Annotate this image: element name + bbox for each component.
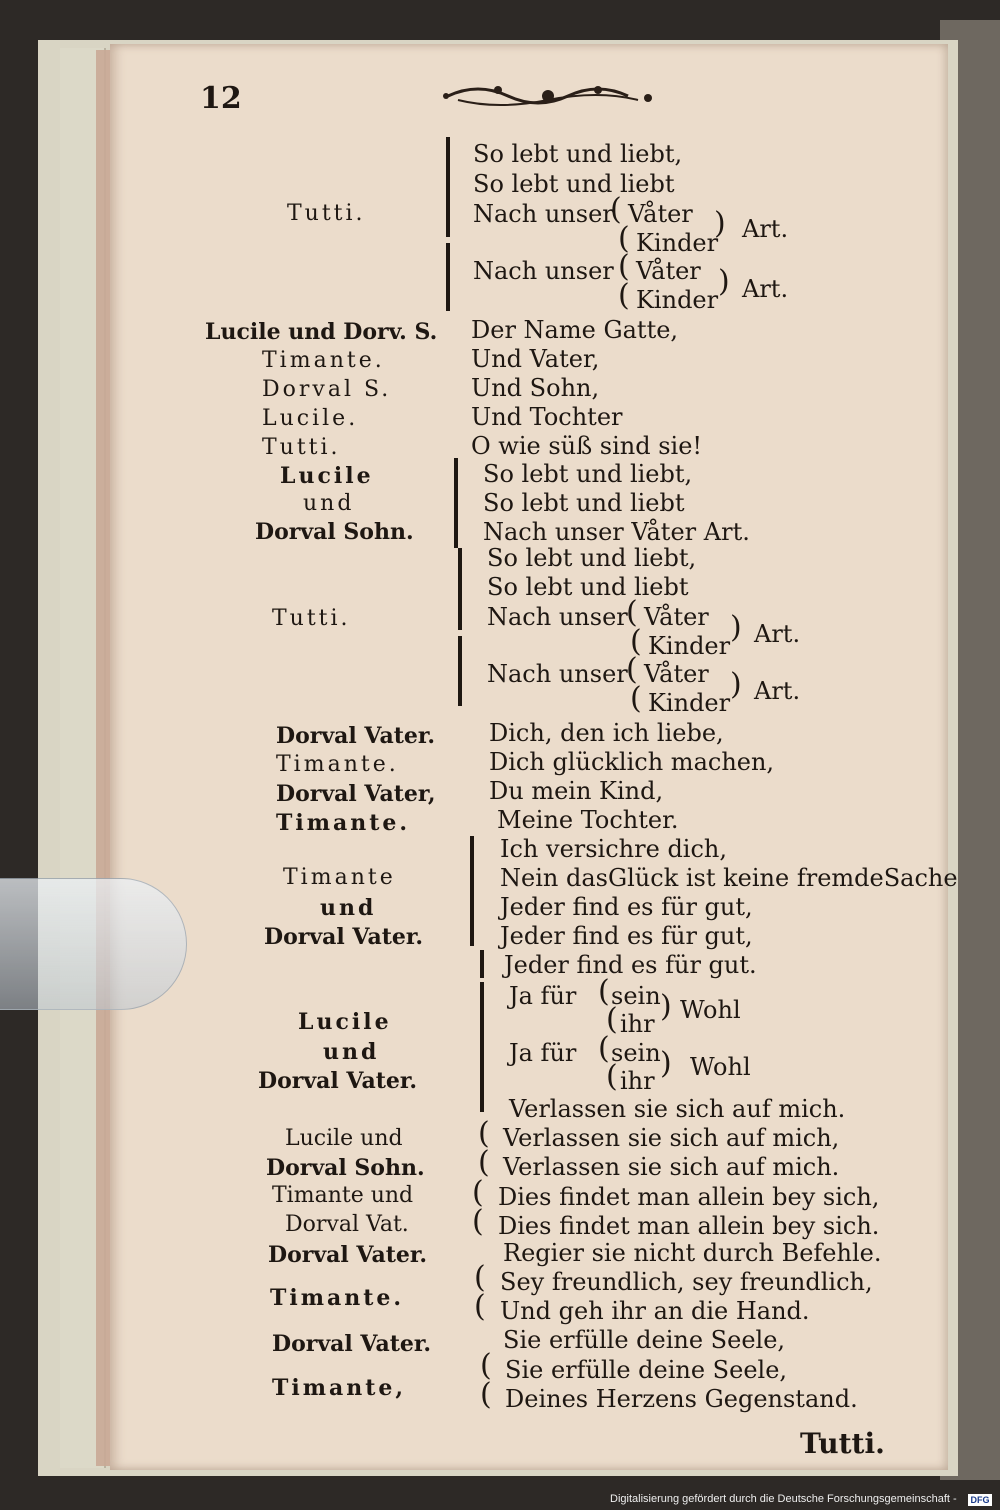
verse-line: Deines Herzens Gegenstand. [505, 1385, 858, 1413]
verse-line: Verlassen sie sich auf mich. [503, 1153, 840, 1181]
paren-open: ( [598, 974, 610, 1009]
speaker: Dorval Vater. [272, 1331, 432, 1357]
speaker-tutti: Tutti. [272, 606, 351, 631]
verse-word: Art. [754, 620, 801, 648]
catchword: Tutti. [800, 1427, 885, 1460]
paren-close: ) [660, 1046, 672, 1081]
brace-bar [446, 243, 450, 311]
brace-bar [480, 982, 484, 1112]
verse-line: Verlassen sie sich auf mich. [509, 1095, 846, 1123]
paren-open: ( [630, 624, 642, 659]
paren-open: ( [474, 1289, 486, 1324]
paren-open: ( [618, 249, 630, 284]
speaker: und [320, 895, 377, 921]
speaker: Lucile und Dorv. S. [205, 319, 438, 345]
paren-open: ( [478, 1116, 490, 1151]
paren-open: ( [618, 278, 630, 313]
speaker: Dorval Vater. [264, 924, 424, 950]
verse-word: sein [611, 1039, 661, 1067]
verse-line: Und geh ihr an die Hand. [500, 1297, 810, 1325]
paren-open: ( [472, 1175, 484, 1210]
speaker: Lucile [280, 463, 374, 489]
paren-open: ( [610, 192, 622, 227]
verse-line: Meine Tochter. [497, 806, 679, 834]
verse-word: Wohl [680, 996, 741, 1024]
speaker: Dorval Sohn. [266, 1155, 425, 1181]
verse-word: Kinder [636, 229, 719, 257]
verse-line: Jeder find es für gut, [500, 893, 753, 921]
verse-word: Art. [754, 677, 801, 705]
paren-close: ) [660, 989, 672, 1024]
verse-word: Art. [742, 215, 789, 243]
verse-line: Dich, den ich liebe, [489, 719, 724, 747]
speaker: Timante. [262, 348, 385, 373]
verse-line: Nach unser [487, 603, 628, 631]
verse-line: Und Tochter [471, 403, 623, 431]
brace-bar [446, 137, 450, 237]
digitization-footer: Digitalisierung gefördert durch die Deutsche Forschungsgemeinschaft - [610, 1493, 957, 1505]
verse-line: Jeder find es für gut. [504, 951, 757, 979]
paren-open: ( [480, 1348, 492, 1383]
verse-line: Nach unser [473, 257, 614, 285]
verse-word: Art. [742, 275, 789, 303]
verse-line: Sie erfülle deine Seele, [505, 1356, 788, 1384]
paren-open: ( [626, 652, 638, 687]
verse-line: Sey freundlich, sey freundlich, [500, 1268, 873, 1296]
verse-line: Du mein Kind, [489, 777, 664, 805]
verse-line: Nach unser Våter Art. [483, 518, 750, 546]
verse-line: Dies findet man allein bey sich, [498, 1183, 880, 1211]
paren-open: ( [606, 1059, 618, 1094]
verse-line: Und Vater, [471, 345, 600, 373]
verse-line: Jeder find es für gut, [500, 922, 753, 950]
speaker: Dorval Vater. [276, 723, 436, 749]
verse-line: So lebt und liebt [483, 489, 685, 517]
speaker: Lucile. [262, 406, 359, 431]
verse-word: Wohl [690, 1053, 751, 1081]
speaker: Dorval S. [262, 377, 392, 402]
paren-close: ) [718, 264, 730, 299]
speaker: Timante. [276, 752, 399, 777]
paren-open: ( [474, 1260, 486, 1295]
speaker: Lucile [298, 1009, 392, 1035]
verse-line: Und Sohn, [471, 374, 600, 402]
brace-bar [458, 636, 462, 706]
verse-word: Kinder [648, 632, 731, 660]
verse-line: Ich versichre dich, [500, 835, 728, 863]
verse-word: sein [611, 982, 661, 1010]
speaker-tutti: Tutti. [287, 201, 366, 226]
verse-line: Sie erfülle deine Seele, [503, 1326, 786, 1354]
ornament-vignette [438, 78, 658, 114]
speaker: und [303, 491, 355, 516]
verse-line: Dich glücklich machen, [489, 748, 775, 776]
paren-open: ( [598, 1031, 610, 1066]
paren-close: ) [730, 610, 742, 645]
verse-line: Ja für [509, 982, 577, 1010]
speaker: Dorval Vater. [258, 1068, 418, 1094]
speaker: Tutti. [262, 435, 341, 460]
speaker: Dorval Vat. [285, 1212, 409, 1237]
paren-open: ( [626, 595, 638, 630]
verse-line: Dies findet man allein bey sich. [498, 1212, 880, 1240]
verse-word: ihr [620, 1067, 655, 1095]
speaker: und [323, 1039, 380, 1065]
verse-word: Våter [644, 660, 709, 688]
paren-open: ( [630, 681, 642, 716]
speaker: Timante. [276, 810, 411, 836]
verse-word: Våter [636, 257, 701, 285]
verse-word: Våter [628, 200, 693, 228]
paren-open: ( [606, 1002, 618, 1037]
verse-line: Nach unser [473, 200, 614, 228]
page-number: 12 [200, 81, 242, 116]
verse-word: Våter [644, 603, 709, 631]
verse-line: Verlassen sie sich auf mich, [503, 1124, 840, 1152]
verse-line: Nein dasGlück ist keine fremdeSache [500, 864, 958, 892]
brace-bar [458, 548, 462, 630]
verse-line: So lebt und liebt, [487, 544, 697, 572]
verse-line: So lebt und liebt, [473, 140, 683, 168]
paren-open: ( [480, 1377, 492, 1412]
speaker: Lucile und [285, 1126, 403, 1151]
paren-open: ( [472, 1204, 484, 1239]
paren-open: ( [478, 1145, 490, 1180]
verse-line: So lebt und liebt, [483, 460, 693, 488]
speaker: Timante. [270, 1285, 405, 1311]
verse-word: Kinder [636, 286, 719, 314]
brace-bar [480, 950, 484, 978]
verse-line: So lebt und liebt [487, 573, 689, 601]
verse-word: ihr [620, 1010, 655, 1038]
brace-bar [470, 836, 474, 946]
paren-open: ( [618, 221, 630, 256]
verse-line: Ja für [509, 1039, 577, 1067]
verse-word: Kinder [648, 689, 731, 717]
verse-line: O wie süß sind sie! [471, 432, 703, 460]
speaker: Timante, [272, 1375, 407, 1401]
verse-line: Nach unser [487, 660, 628, 688]
paren-close: ) [714, 206, 726, 241]
verse-line: Regier sie nicht durch Befehle. [503, 1239, 882, 1267]
paren-close: ) [730, 667, 742, 702]
speaker: Dorval Vater, [276, 781, 436, 807]
verse-line: So lebt und liebt [473, 170, 675, 198]
speaker: Timante und [272, 1183, 414, 1208]
dfg-logo: DFG [968, 1494, 992, 1506]
speaker: Dorval Vater. [268, 1242, 428, 1268]
speaker: Timante [283, 865, 396, 890]
page-holder-overlay [0, 878, 187, 1010]
speaker: Dorval Sohn. [255, 519, 414, 545]
verse-line: Der Name Gatte, [471, 316, 679, 344]
brace-bar [454, 458, 458, 548]
